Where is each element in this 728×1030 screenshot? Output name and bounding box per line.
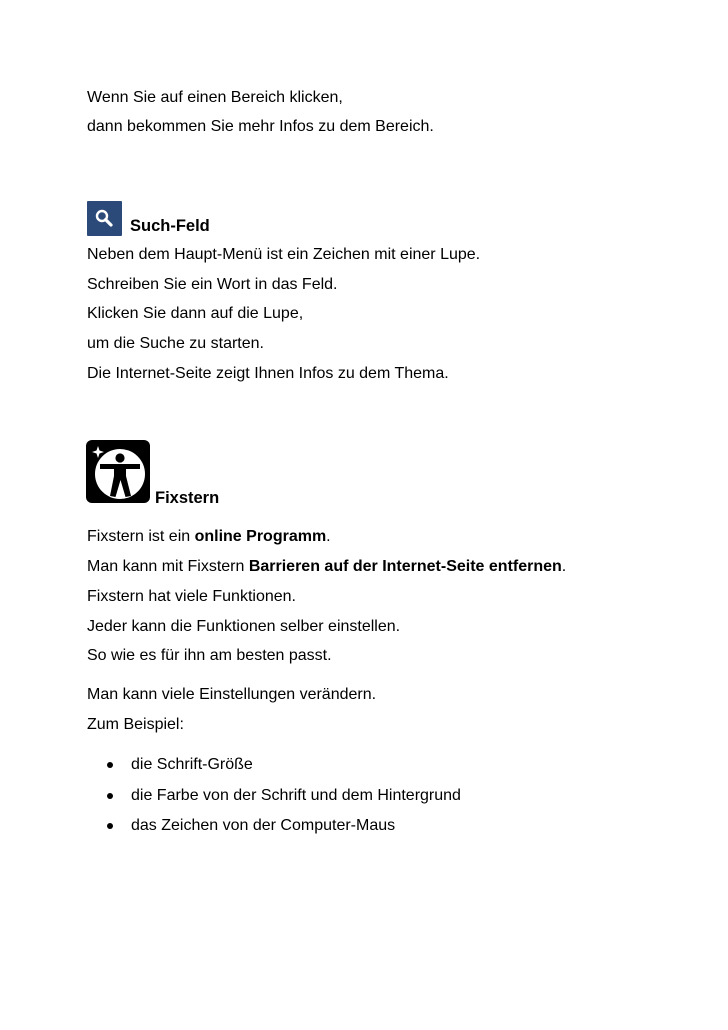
- settings-intro: Man kann viele Einstellungen verändern.: [87, 686, 377, 703]
- intro-line-2: dann bekommen Sie mehr Infos zu dem Bereich.: [87, 118, 434, 135]
- example-label: Zum Beispiel:: [87, 716, 184, 733]
- bullet-dot: [107, 762, 113, 768]
- fixstern-section-title: Fixstern: [155, 489, 220, 507]
- intro-line-1: Wenn Sie auf einen Bereich klicken,: [87, 89, 343, 106]
- search-line-2: Schreiben Sie ein Wort in das Feld.: [87, 276, 338, 293]
- search-line-5: Die Internet-Seite zeigt Ihnen Infos zu dem Thema.: [87, 365, 449, 382]
- fixstern-paragraph-2: [87, 557, 566, 577]
- bullet-dot: [107, 823, 113, 829]
- fixstern-p2-text: Man kann mit Fixstern: [87, 558, 249, 575]
- search-section-title: Such-Feld: [130, 217, 210, 235]
- search-line-4: um die Suche zu starten.: [87, 335, 264, 352]
- list-item-text: die Schrift-Größe: [131, 756, 253, 773]
- list-item-text: die Farbe von der Schrift und dem Hintergrund: [131, 787, 461, 804]
- fixstern-p1-bold: online Programm: [194, 528, 327, 545]
- accessibility-person-icon: [86, 440, 150, 503]
- fixstern-p1-period: .: [326, 528, 331, 545]
- bullet-dot: [107, 793, 113, 799]
- search-line-1: Neben dem Haupt-Menü ist ein Zeichen mit einer Lupe.: [87, 246, 481, 263]
- fixstern-p2-period: .: [561, 558, 567, 575]
- search-line-3: Klicken Sie dann auf die Lupe,: [87, 305, 304, 322]
- fixstern-line-1: Fixstern hat viele Funktionen.: [87, 588, 296, 605]
- list-item-text: das Zeichen von der Computer-Maus: [131, 817, 396, 834]
- fixstern-line-3: So wie es für ihn am besten passt.: [87, 647, 332, 664]
- fixstern-p1-text: Fixstern ist ein: [87, 528, 195, 545]
- fixstern-line-2: Jeder kann die Funktionen selber einstellen.: [87, 618, 401, 635]
- fixstern-p2-bold: Barrieren auf der Internet-Seite entfernen: [248, 558, 562, 575]
- fixstern-paragraph-1: [87, 527, 331, 547]
- search-icon: [87, 201, 122, 236]
